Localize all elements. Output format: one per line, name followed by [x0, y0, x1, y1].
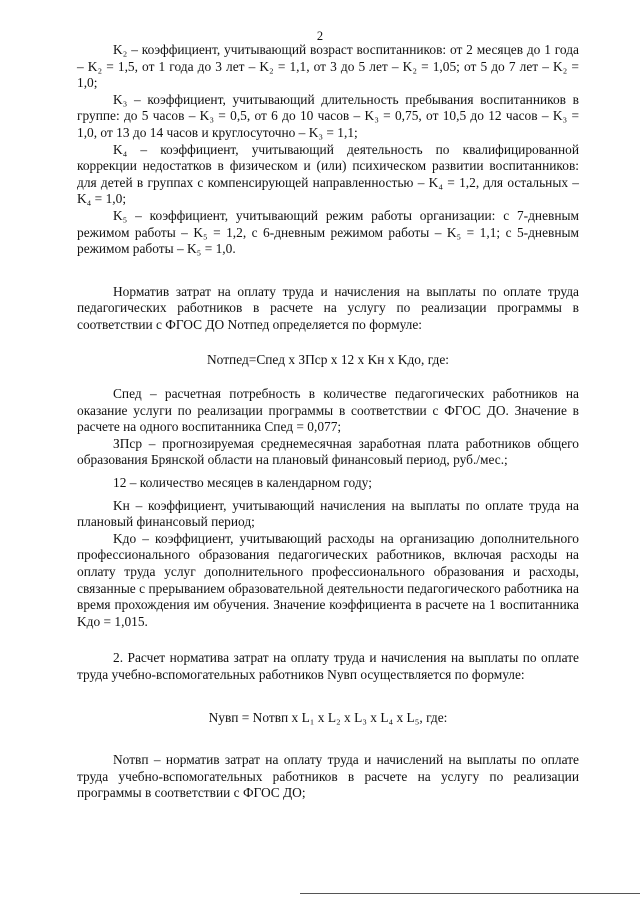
support-staff-norm-formula: Nувп = Nотвп x L₁ x L₂ x L₃ x L₄ x L₅, где:	[208, 709, 448, 725]
zpsr-definition: ЗПср – прогнозируемая среднемесячная заработная плата работников общего образования Брянской области на плановый финансовый период, руб./мес.;	[77, 435, 579, 468]
document-body	[77, 42, 579, 802]
kdo-definition: Kдо – коэффициент, учитывающий расходы на организацию дополнительного профессионального образования педагогических работников, включая расходы на оплату труда услуг дополнительного профессионального образования и расходы, связанные с прерыванием образовательной деятельности педагогического работника на время прохождения им обучения. Значение коэффициента в расчете на 1 воспитанника Kдо = 1,015.	[77, 530, 579, 629]
k2-definition: K₂ – коэффициент, учитывающий возраст воспитанников: от 2 месяцев до 1 года – K₂ = 1,5, от 1 года до 3 лет – K₂ = 1,1, от 3 до 5 лет – K₂ = 1,05; от 5 до 7 лет – K₂ = 1,0;	[77, 42, 579, 91]
k4-definition: K₄ – коэффициент, учитывающий деятельность по квалифицированной коррекции недостатков в физическом и (или) психическом развитии воспитанников: для детей в группах с компенсирующей направленностью – K₄ = 1,2, для остальных – K₄ = 1,0;	[77, 141, 579, 207]
k5-definition: K₅ – коэффициент, учитывающий режим работы организации: с 7-дневным режимом работы – K₅ = 1,2, с 6-дневным режимом работы – K₅ = 1,1; с 5-дневным режимом работы – K₅ = 1,0.	[77, 207, 579, 257]
page-number: 2	[316, 29, 324, 43]
support-staff-norm-intro: 2. Расчет норматива затрат на оплату труда и начисления на выплаты по оплате труда учебно-вспомогательных работников Nувп осуществляется по формуле:	[77, 650, 579, 682]
cped-definition: Cпед – расчетная потребность в количестве педагогических работников на оказание услуги по реализации программы в соответствии с ФГОС ДО. Значение в расчете на одного воспитанника Cпед = 0,077;	[77, 386, 579, 435]
bottom-divider	[300, 893, 640, 894]
k3-definition: K₃ – коэффициент, учитывающий длительность пребывания воспитанников в группе: до 5 часов – K₃ = 0,5, от 6 до 10 часов – K₃ = 0,75, от 10,5 до 12 часов – K₃ = 1,0, от 13 до 14 часов и круглосуточно – K₃ = 1,1;	[77, 91, 579, 140]
notvp-definition: Nотвп – норматив затрат на оплату труда и начислений на выплаты по оплате труда учебно-вспомогательных работников в расчете на услугу по реализации программы в соответствии с ФГОС ДО;	[77, 752, 579, 801]
kn-definition: Kн – коэффициент, учитывающий начисления на выплаты по оплате труда на плановый финансовый период;	[77, 497, 579, 530]
pedagogical-norm-intro: Норматив затрат на оплату труда и начисления на выплаты по оплате труда педагогических работников в расчете на услугу по реализации программы в соответствии с ФГОС ДО Nотпед определяется по формуле:	[77, 283, 579, 332]
months-definition: 12 – количество месяцев в календарном году;	[113, 475, 372, 491]
pedagogical-norm-formula: Nотпед=Cпед x ЗПср x 12 x Kн x Kдо, где:	[207, 351, 449, 367]
